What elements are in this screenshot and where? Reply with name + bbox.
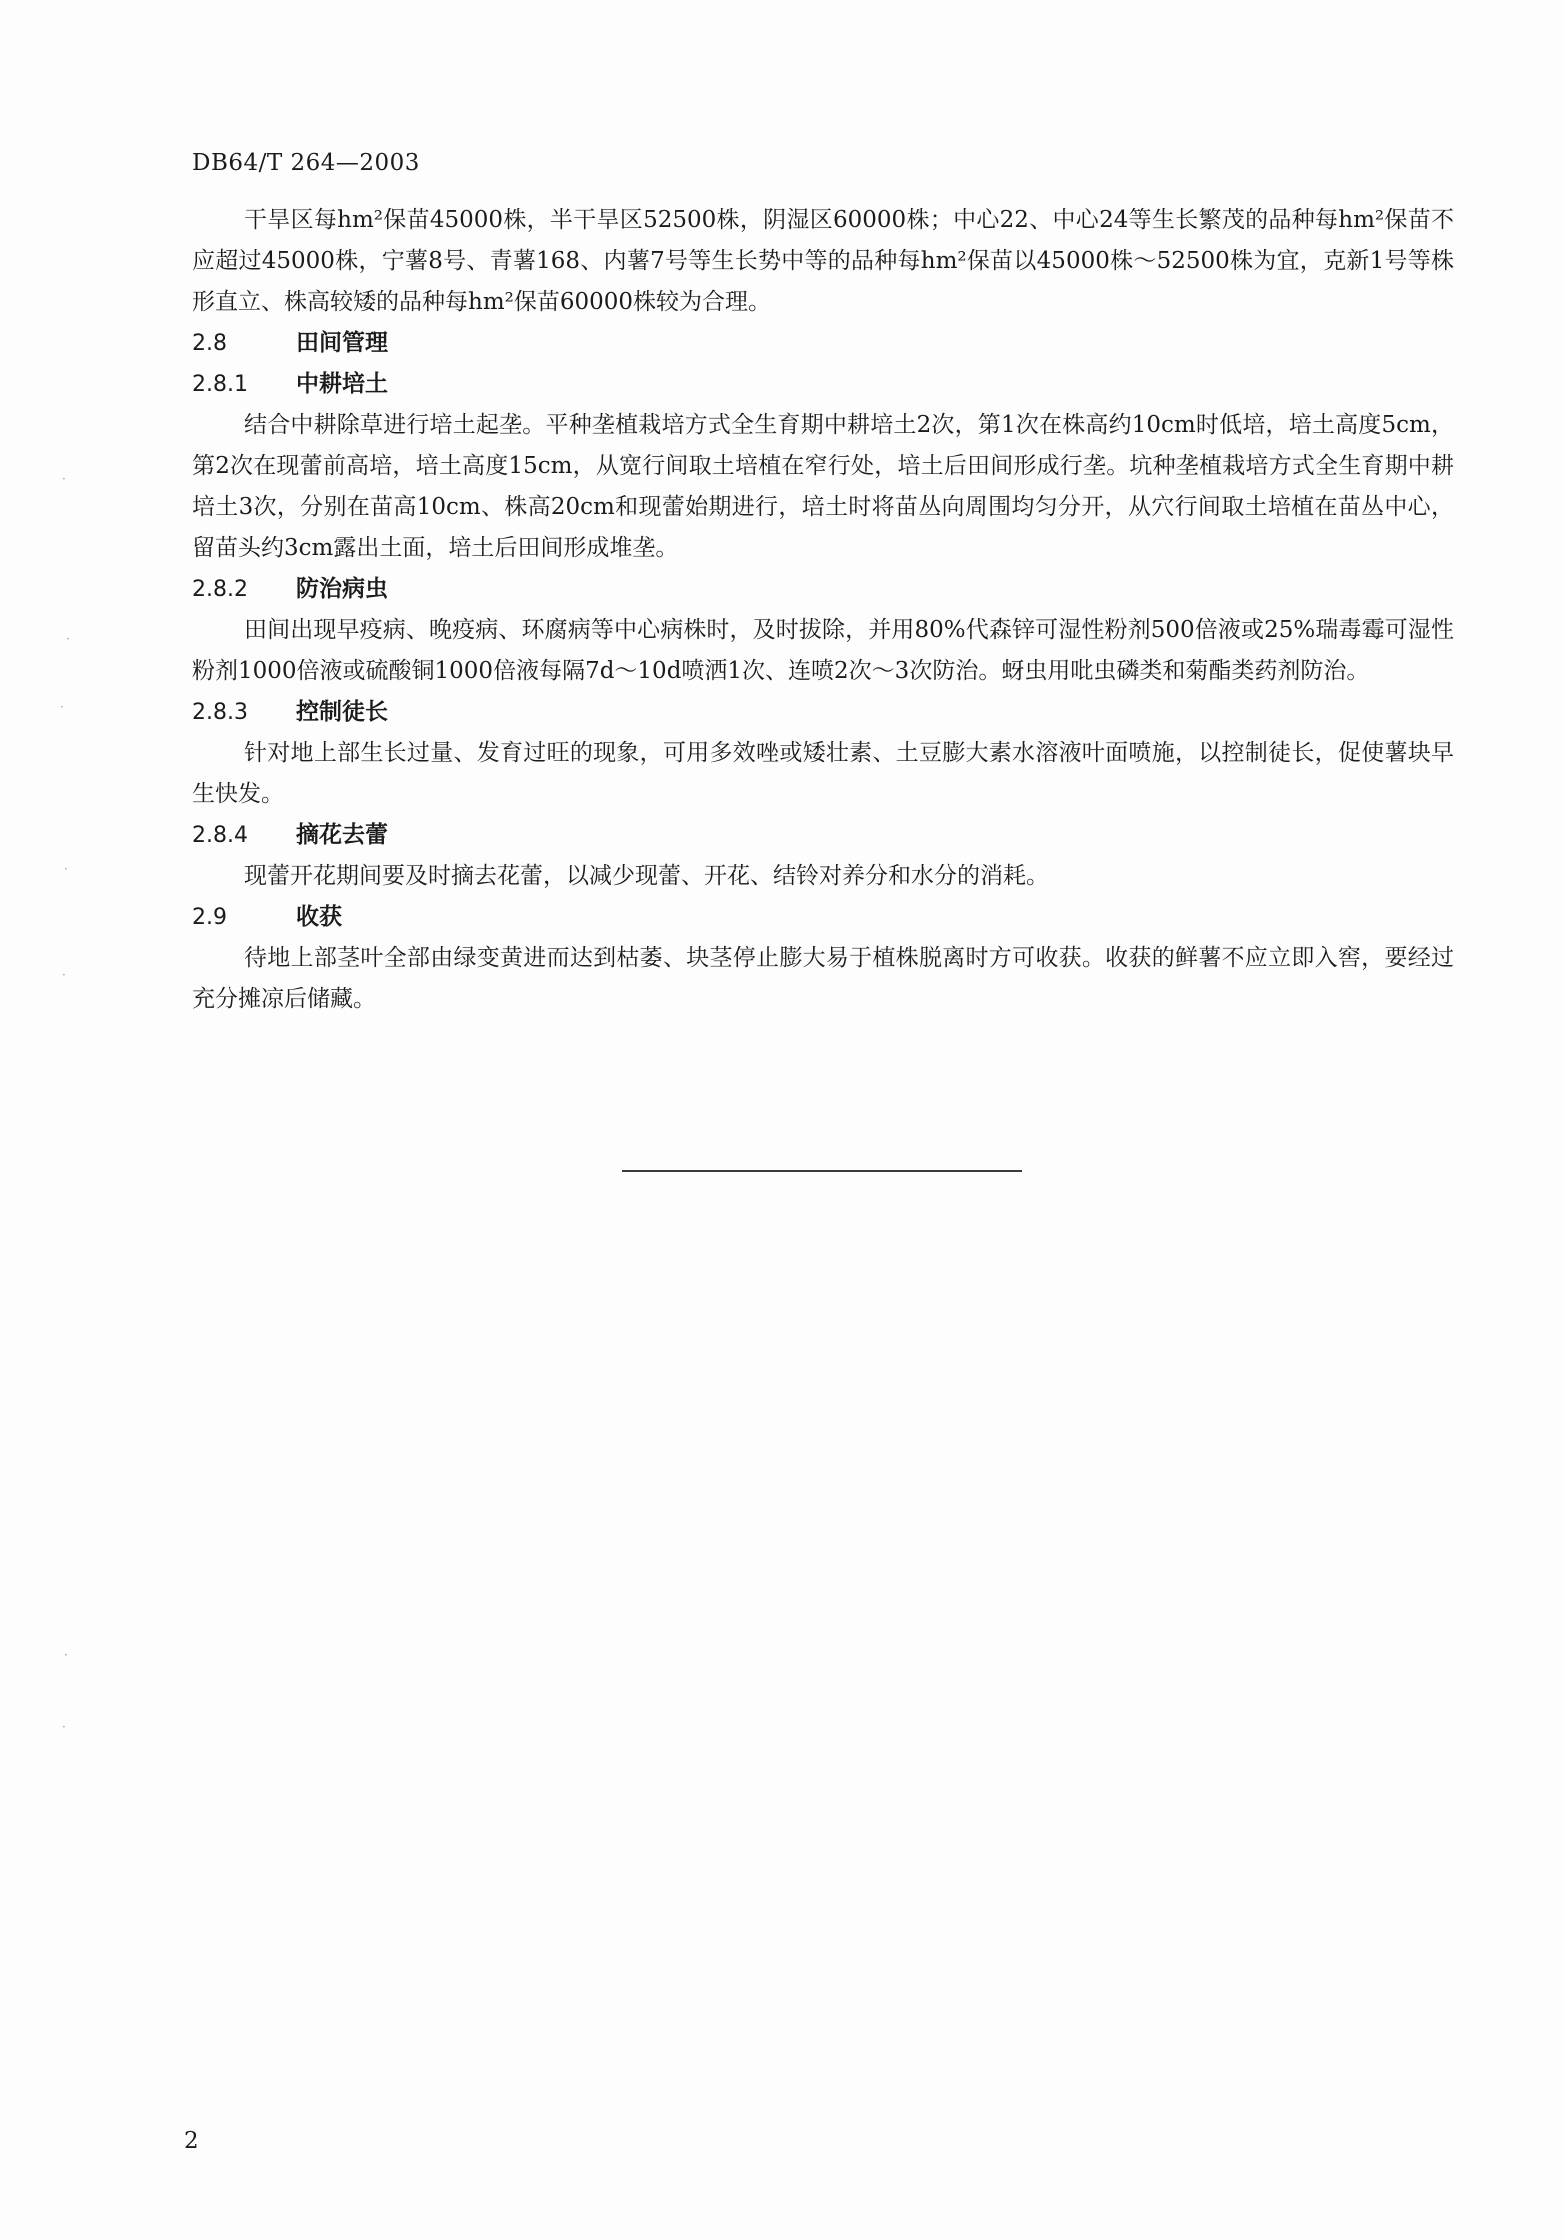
section-number: 2.8.3 <box>192 700 248 725</box>
end-of-document-rule <box>622 1170 1022 1172</box>
section-number: 2.9 <box>192 905 227 930</box>
paragraph-planting-density: 干旱区每hm²保苗45000株，半干旱区52500株，阴湿区60000株；中心22、中心24等生长繁茂的品种每hm²保苗不应超过45000株，宁薯8号、青薯168、内薯7号等生长势中等的品种每hm²保苗以45000株～52500株为宜，克新1号等株形直立、株高较矮的品种每hm²保苗60000株较为合理。 <box>192 207 1454 315</box>
paragraph-harvest: 待地上部茎叶全部由绿变黄进而达到枯萎、块茎停止膨大易于植株脱离时方可收获。收获的鲜薯不应立即入窖，要经过充分摊凉后储藏。 <box>192 945 1454 1012</box>
scan-speck: · <box>64 1648 68 1662</box>
section-title: 摘花去蕾 <box>296 822 388 848</box>
scan-speck: · <box>62 472 66 486</box>
section-title: 中耕培土 <box>296 371 388 397</box>
document-body <box>192 200 1454 1020</box>
section-heading-2-8-1 <box>192 364 1454 405</box>
paragraph-pest-control: 田间出现早疫病、晚疫病、环腐病等中心病株时，及时拔除，并用80%代森锌可湿性粉剂500倍液或25%瑞毒霉可湿性粉剂1000倍液或硫酸铜1000倍液每隔7d～10d喷洒1次、连喷2次～3次防治。蚜虫用吡虫磷类和菊酯类药剂防治。 <box>192 617 1454 684</box>
section-heading-2-8-2 <box>192 569 1454 610</box>
section-title: 田间管理 <box>296 330 388 356</box>
section-title: 控制徒长 <box>296 699 388 725</box>
scan-speck: · <box>66 632 70 646</box>
scan-speck: · <box>62 1720 66 1734</box>
scan-speck: · <box>60 700 64 714</box>
paragraph-growth-control: 针对地上部生长过量、发育过旺的现象，可用多效唑或矮壮素、土豆膨大素水溶液叶面喷施，以控制徒长，促使薯块早生快发。 <box>192 740 1454 807</box>
paragraph-cultivation-hilling: 结合中耕除草进行培土起垄。平种垄植栽培方式全生育期中耕培土2次，第1次在株高约10cm时低培，培土高度5cm，第2次在现蕾前高培，培土高度15cm，从宽行间取土培植在窄行处，培土后田间形成行垄。坑种垄植栽培方式全生育期中耕培土3次，分别在苗高10cm、株高20cm和现蕾始期进行，培土时将苗丛向周围均匀分开，从穴行间取土培植在苗丛中心，留苗头约3cm露出土面，培土后田间形成堆垄。 <box>192 412 1454 561</box>
section-heading-2-8-4 <box>192 815 1454 856</box>
scan-speck: · <box>64 862 68 876</box>
section-title: 防治病虫 <box>296 576 388 602</box>
page-number: 2 <box>184 2128 199 2154</box>
section-heading-2-8 <box>192 323 1454 364</box>
section-number: 2.8 <box>192 331 227 356</box>
scan-speck: · <box>62 968 66 982</box>
section-heading-2-9 <box>192 897 1454 938</box>
section-number: 2.8.4 <box>192 823 248 848</box>
section-number: 2.8.1 <box>192 372 248 397</box>
standard-code-header: DB64/T 264—2003 <box>192 150 420 176</box>
section-title: 收获 <box>296 904 342 930</box>
paragraph-flower-removal: 现蕾开花期间要及时摘去花蕾，以减少现蕾、开花、结铃对养分和水分的消耗。 <box>244 863 1049 889</box>
section-number: 2.8.2 <box>192 577 248 602</box>
section-heading-2-8-3 <box>192 692 1454 733</box>
